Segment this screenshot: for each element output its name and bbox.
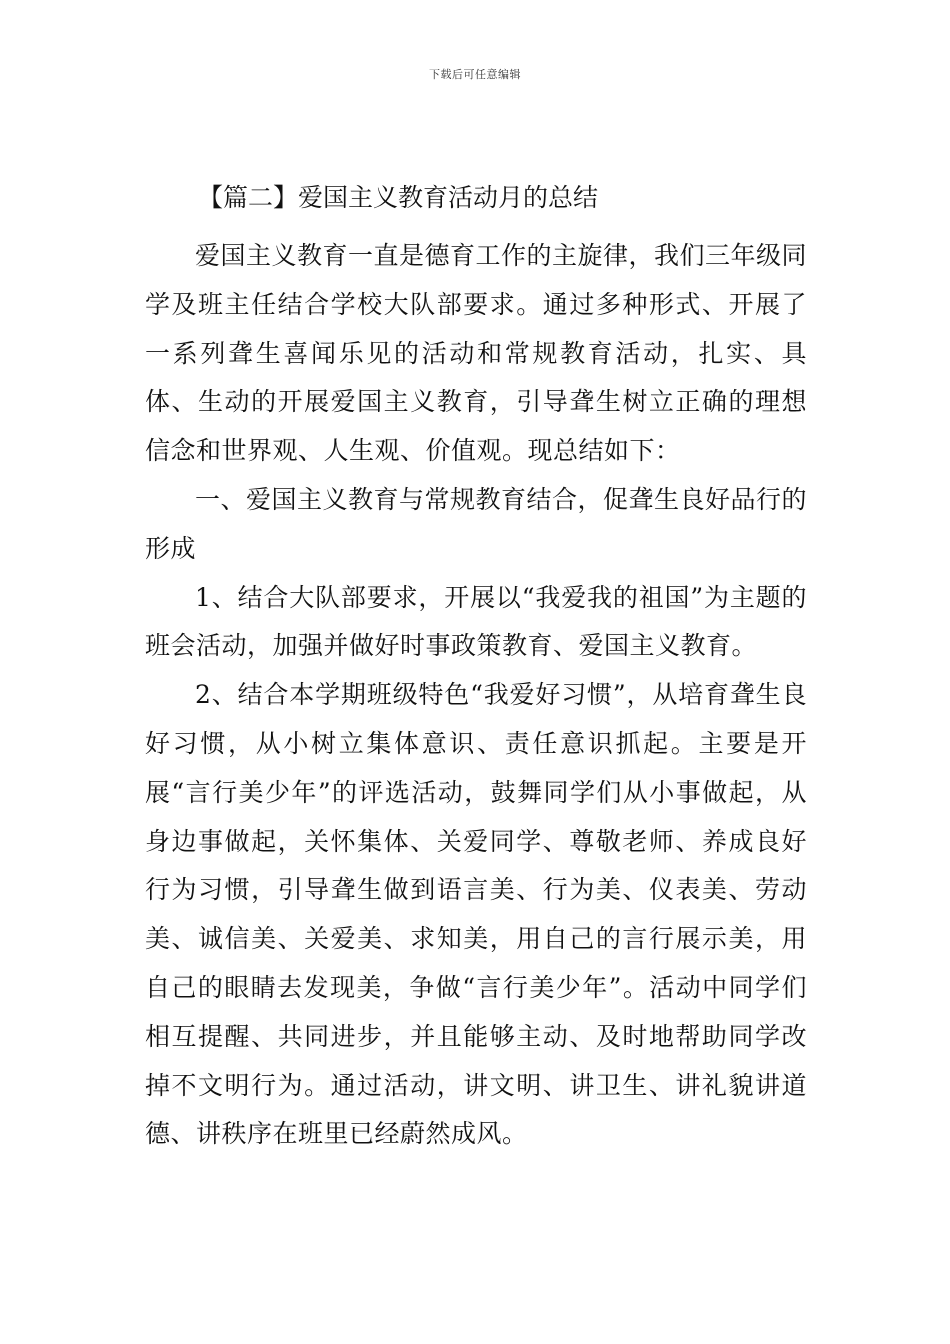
document-body — [145, 232, 807, 1159]
paragraph-section-one-heading: 一、爱国主义教育与常规教育结合，促聋生良好品行的形成 — [145, 484, 808, 563]
paragraph-item-2: 2、结合本学期班级特色“我爱好习惯”，从培育聋生良好习惯，从小树立集体意识、责任意识抓起。主要是开展“言行美少年”的评选活动，鼓舞同学们从小事做起，从身边事做起，关怀集体、关爱同学、尊敬老师、养成良好行为习惯，引导聋生做到语言美、行为美、仪表美、劳动美、诚信美、关爱美、求知美，用自己的言行展示美，用自己的眼睛去发现美，争做“言行美少年”。活动中同学们相互提醒、共同进步，并且能够主动、及时地帮助同学改掉不文明行为。通过活动，讲文明、讲卫生、讲礼貌讲道德、讲秩序在班里已经蔚然成风。 — [145, 680, 807, 1149]
header-note: 下载后可任意编辑 — [429, 68, 521, 81]
paragraph-intro: 爱国主义教育一直是德育工作的主旋律，我们三年级同学及班主任结合学校大队部要求。通过多种形式、开展了一系列聋生喜闻乐见的活动和常规教育活动，扎实、具体、生动的开展爱国主义教育，引导聋生树立正确的理想信念和世界观、人生观、价值观。现总结如下： — [145, 241, 808, 466]
paragraph-item-1: 1、结合大队部要求，开展以“我爱我的祖国”为主题的班会活动，加强并做好时事政策教育、爱国主义教育。 — [145, 582, 807, 661]
document-title: 【篇二】爱国主义教育活动月的总结 — [198, 183, 599, 212]
